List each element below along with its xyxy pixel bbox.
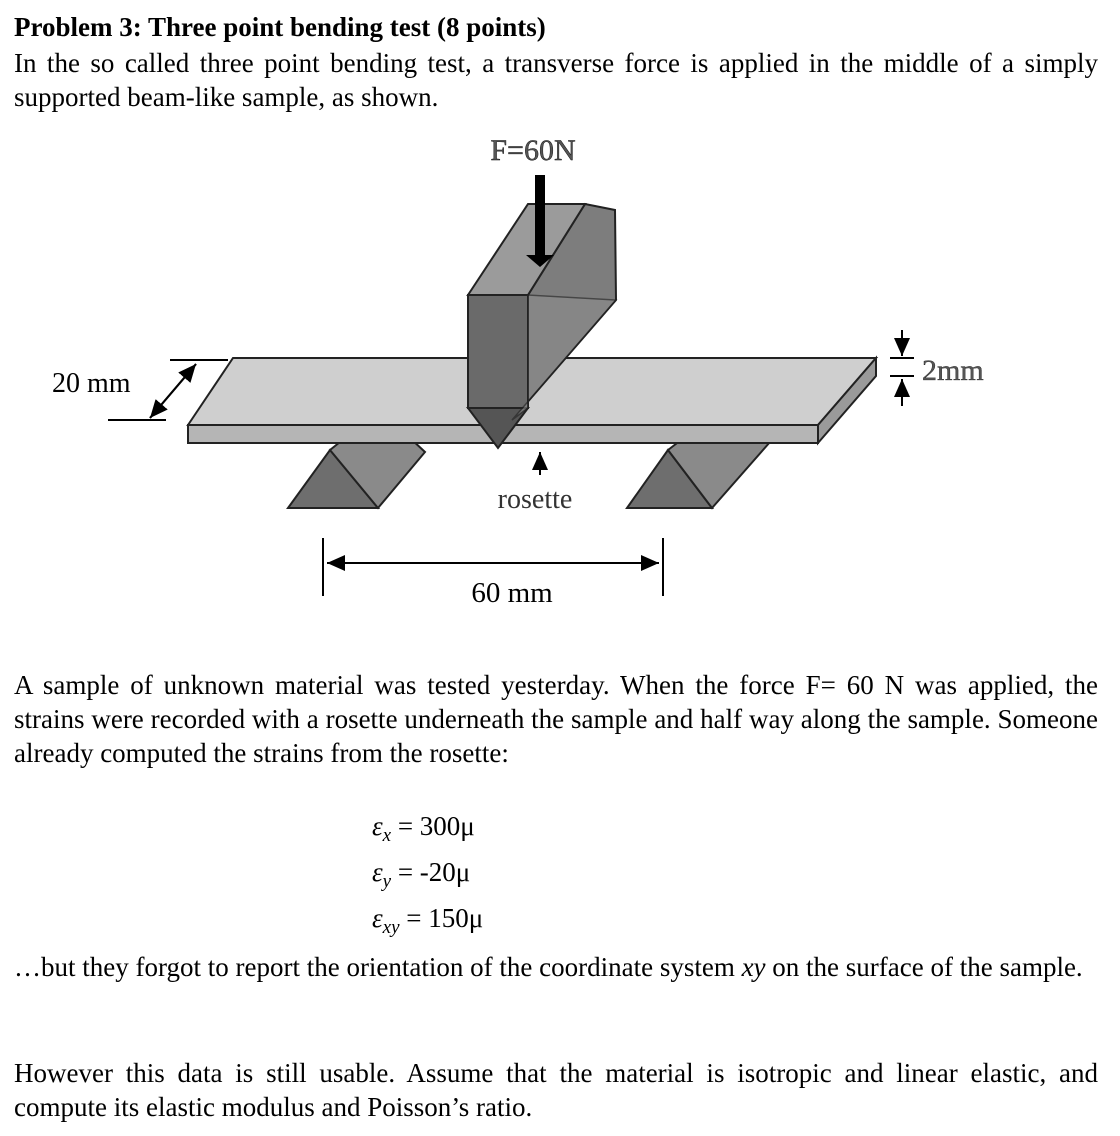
- strain-xy-value: = 150μ: [399, 903, 484, 933]
- strain-y-symbol: ε: [372, 857, 383, 887]
- strain-y-value: = -20μ: [391, 857, 471, 887]
- coordinate-system-xy: xy: [741, 952, 766, 982]
- orientation-paragraph: [14, 950, 1098, 984]
- test-description-paragraph: A sample of unknown material was tested yesterday. When the force F= 60 N was applied, the strains were recorded with a rosette underneath the sample and half way along the sample. Someone already computed the strains from the rosette:: [14, 670, 1098, 768]
- thickness-label: 2mm: [922, 354, 984, 387]
- force-label: F=60N: [490, 134, 576, 167]
- strain-y-subscript: y: [382, 871, 392, 892]
- three-point-bending-figure: [0, 130, 1120, 620]
- strain-y-row: [372, 854, 483, 900]
- rosette-label: rosette: [497, 484, 573, 515]
- strain-xy-row: [372, 900, 483, 946]
- width-label: 20 mm: [52, 368, 131, 399]
- strain-x-symbol: ε: [372, 811, 383, 841]
- strain-x-subscript: x: [382, 825, 392, 846]
- orientation-text-after: on the surface of the sample.: [765, 952, 1083, 982]
- strain-xy-subscript: xy: [382, 917, 400, 938]
- task-paragraph: However this data is still usable. Assume that the material is isotropic and linear elastic, and compute its elastic modulus and Poisson’s ratio.: [14, 1058, 1098, 1122]
- strain-x-value: = 300μ: [391, 811, 475, 841]
- intro-paragraph: In the so called three point bending test, a transverse force is applied in the middle of a simply supported beam-like sample, as shown.: [14, 48, 1098, 112]
- span-label: 60 mm: [471, 577, 553, 609]
- orientation-text-before: …but they forgot to report the orientation of the coordinate system: [14, 952, 742, 982]
- problem-title: Problem 3: Three point bending test (8 points): [14, 12, 546, 42]
- strain-xy-symbol: ε: [372, 903, 383, 933]
- strain-x-row: [372, 808, 483, 854]
- thickness-dimension: [890, 330, 914, 406]
- strain-values: [372, 808, 483, 946]
